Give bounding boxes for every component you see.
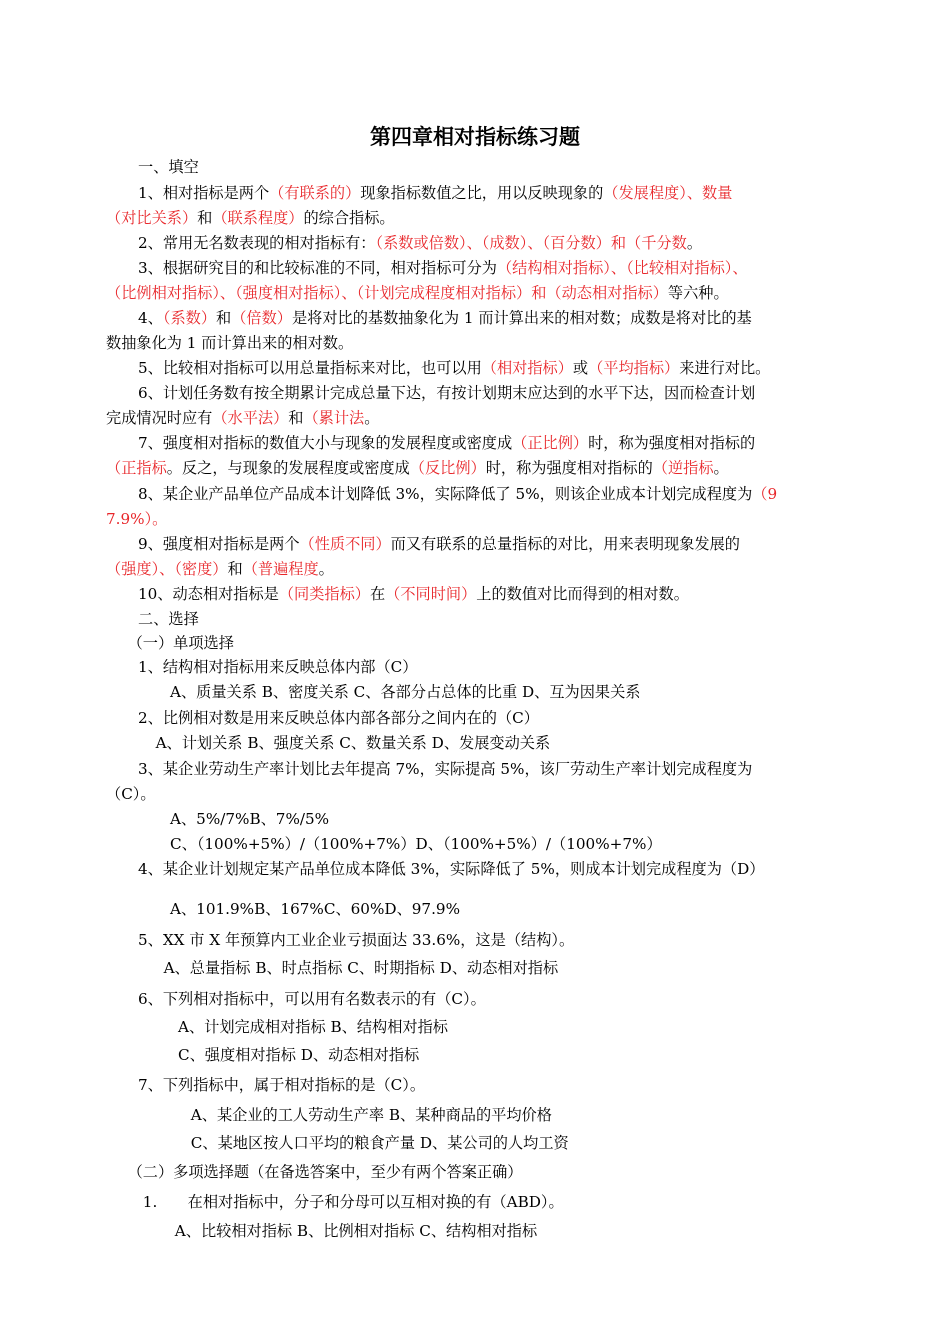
line-f7b [106, 458, 729, 478]
question-text: 的综合指标。 [303, 209, 395, 227]
line-f4a [138, 308, 752, 328]
answer-text: （普遍程度 [242, 560, 319, 578]
answer-text: （正指标 [106, 459, 167, 477]
question-text: 。 [713, 459, 729, 477]
line-c6o2 [178, 1045, 419, 1065]
answer-text: （发展程度）、数量 [603, 184, 733, 202]
question-text: 在 [369, 585, 386, 603]
question-text: 1、结构相对指标用来反映总体内部（C） [138, 658, 418, 676]
question-text: 是将对比的基数抽象化为 1 而计算出来的相对数；成数是将对比的基 [291, 309, 752, 327]
line-c5 [138, 930, 574, 950]
question-text: A、比较相对指标 B、比例相对指标 C、结构相对指标 [174, 1222, 538, 1240]
question-text: A、质量关系 B、密度关系 C、各部分占总体的比重 D、互为因果关系 [170, 683, 641, 701]
line-f8a [138, 484, 777, 504]
question-text: A、计划完成相对指标 B、结构相对指标 [178, 1018, 448, 1036]
line-c3o2 [170, 834, 662, 854]
question-text: （一）单项选择 [127, 634, 234, 652]
line-f3b [106, 283, 729, 303]
answer-text: （9 [752, 485, 778, 503]
question-text: C、强度相对指标 D、动态相对指标 [178, 1046, 420, 1064]
answer-text: （倍数） [231, 309, 292, 327]
question-text: 或 [572, 359, 589, 377]
line-s2 [138, 609, 199, 629]
question-text: （二）多项选择题（在备选答案中，至少有两个答案正确） [127, 1163, 523, 1181]
question-text: 。反之，与现象的发展程度或密度成 [166, 459, 410, 477]
answer-text: （结构相对指标）、（比较相对指标）、 [496, 259, 748, 277]
question-text: 8、某企业产品单位产品成本计划降低 3%，实际降低了 5%，则该企业成本计划完成程度为 [138, 485, 753, 503]
question-text: 5、比较相对指标可以用总量指标来对比，也可以用 [138, 359, 482, 377]
line-c3a [138, 759, 752, 779]
answer-text: （反比例） [409, 459, 486, 477]
line-c1 [138, 657, 417, 677]
question-text: 现象指标数值之比，用以反映现象的 [360, 184, 604, 202]
question-text: 。 [686, 234, 702, 252]
question-text: 3、根据研究目的和比较标准的不同，相对指标可分为 [138, 259, 497, 277]
question-text: 等六种。 [667, 284, 729, 302]
question-text: 3、某企业劳动生产率计划比去年提高 7%，实际提高 5%，该厂劳动生产率计划完成程度为 [138, 760, 753, 778]
line-c6o1 [178, 1017, 448, 1037]
question-text: 时，称为强度相对指标的 [485, 459, 653, 477]
line-f1b [106, 208, 395, 228]
answer-text: （比例相对指标）、（强度相对指标）、（计划完成程度相对指标）和（动态相对指标） [106, 284, 668, 302]
question-text: 数抽象化为 1 而计算出来的相对数。 [106, 334, 354, 352]
answer-text: （对比关系） [106, 209, 198, 227]
question-text: 4、某企业计划规定某产品单位成本降低 3%，实际降低了 5%，则成本计划完成程度为（D） [138, 860, 765, 878]
question-text: A、计划关系 B、强度关系 C、数量关系 D、发展变动关系 [155, 734, 551, 752]
line-f3a [138, 258, 748, 278]
question-text: 时，称为强度相对指标的 [588, 434, 756, 452]
line-c3b [106, 784, 156, 804]
line-s2b [128, 1162, 523, 1182]
question-text: A、101.9%B、167%C、60%D、97.9% [170, 900, 461, 918]
line-f10 [138, 584, 689, 604]
question-text: 和 [197, 209, 213, 227]
question-text: 6、计划任务数有按全期累计完成总量下达，有按计划期末应达到的水平下达，因而检查计划 [138, 384, 756, 402]
question-text: 来进行对比。 [679, 359, 771, 377]
answer-text: （正比例） [512, 434, 589, 452]
question-text: 9、强度相对指标是两个 [138, 535, 300, 553]
question-text: 2、常用无名数表现的相对指标有： [138, 234, 376, 252]
question-text: 5、XX 市 X 年预算内工业企业亏损面达 33.6%，这是（结构）。 [138, 931, 575, 949]
question-text: 4、 [138, 309, 163, 327]
question-text: 和 [288, 409, 304, 427]
question-text: 2、比例相对数是用来反映总体内部各部分之间内在的（C） [138, 709, 539, 727]
question-text: （C）。 [106, 785, 156, 803]
question-text: 。 [364, 409, 380, 427]
line-c7 [138, 1075, 425, 1095]
line-f7a [138, 433, 755, 453]
question-text: A、某企业的工人劳动生产率 B、某种商品的平均价格 [190, 1106, 552, 1124]
line-c4 [138, 859, 764, 879]
question-text: 。 [318, 560, 334, 578]
question-text: 7、下列指标中，属于相对指标的是（C）。 [138, 1076, 426, 1094]
question-text: 1、相对指标是两个 [138, 184, 270, 202]
answer-text: （系数） [162, 309, 217, 327]
line-c2o [156, 733, 551, 753]
answer-text: （平均指标） [588, 359, 680, 377]
answer-text: （性质不同） [299, 535, 391, 553]
question-text: 上的数值对比而得到的相对数。 [476, 585, 689, 603]
line-f9a [138, 534, 740, 554]
answer-text: （联系程度） [212, 209, 304, 227]
question-text: 二、选择 [138, 610, 199, 628]
line-s2a [128, 633, 234, 653]
question-text: 和 [227, 560, 243, 578]
question-text: 完成情况时应有 [106, 409, 213, 427]
question-text: A、总量指标 B、时点指标 C、时期指标 D、动态相对指标 [163, 959, 559, 977]
question-text: A、5%/7%B、7%/5% [170, 810, 330, 828]
line-f5 [138, 358, 770, 378]
line-c6 [138, 989, 486, 1009]
answer-text: （累计法 [303, 409, 365, 427]
question-text: 6、下列相对指标中，可以用有名数表示的有（C）。 [138, 990, 486, 1008]
answer-text: 7.9%）。 [106, 510, 168, 528]
question-text: 和 [216, 309, 232, 327]
answer-text: （强度）、（密度） [106, 560, 228, 578]
question-text: 1. 在相对指标中，分子和分母可以互相对换的有（ABD）。 [142, 1193, 564, 1211]
answer-text: （系数或倍数）、（成数）、（百分数）和（千分数 [375, 234, 687, 252]
line-m1o [175, 1221, 537, 1241]
line-f4b [106, 333, 353, 353]
question-text: C、（100%+5%）/（100%+7%）D、（100%+5%）/（100%+7%） [170, 835, 662, 853]
line-f1a [138, 183, 732, 203]
line-c2 [138, 708, 539, 728]
answer-text: （不同时间） [385, 585, 477, 603]
line-f6b [106, 408, 379, 428]
line-f6a [138, 383, 755, 403]
line-f2 [138, 233, 702, 253]
page-title: 第四章相对指标练习题 [370, 125, 580, 149]
line-c7o1 [191, 1105, 552, 1125]
answer-text: （同类指标） [278, 585, 370, 603]
line-m1 [143, 1192, 564, 1212]
question-text: 一、填空 [138, 158, 199, 176]
line-s1 [138, 157, 199, 177]
question-text: C、某地区按人口平均的粮食产量 D、某公司的人均工资 [190, 1134, 569, 1152]
answer-text: （有联系的） [269, 184, 361, 202]
answer-text: （相对指标） [481, 359, 573, 377]
question-text: 10、动态相对指标是 [138, 585, 279, 603]
line-c7o2 [191, 1133, 569, 1153]
line-f9b [106, 559, 334, 579]
line-f8b [106, 509, 167, 529]
answer-text: （水平法） [212, 409, 289, 427]
line-c3o1 [170, 809, 329, 829]
line-c5o [164, 958, 559, 978]
answer-text: （逆指标 [652, 459, 714, 477]
line-c4o [170, 899, 460, 919]
question-text: 7、强度相对指标的数值大小与现象的发展程度或密度成 [138, 434, 513, 452]
question-text: 而又有联系的总量指标的对比，用来表明现象发展的 [390, 535, 740, 553]
line-c1o [170, 682, 640, 702]
